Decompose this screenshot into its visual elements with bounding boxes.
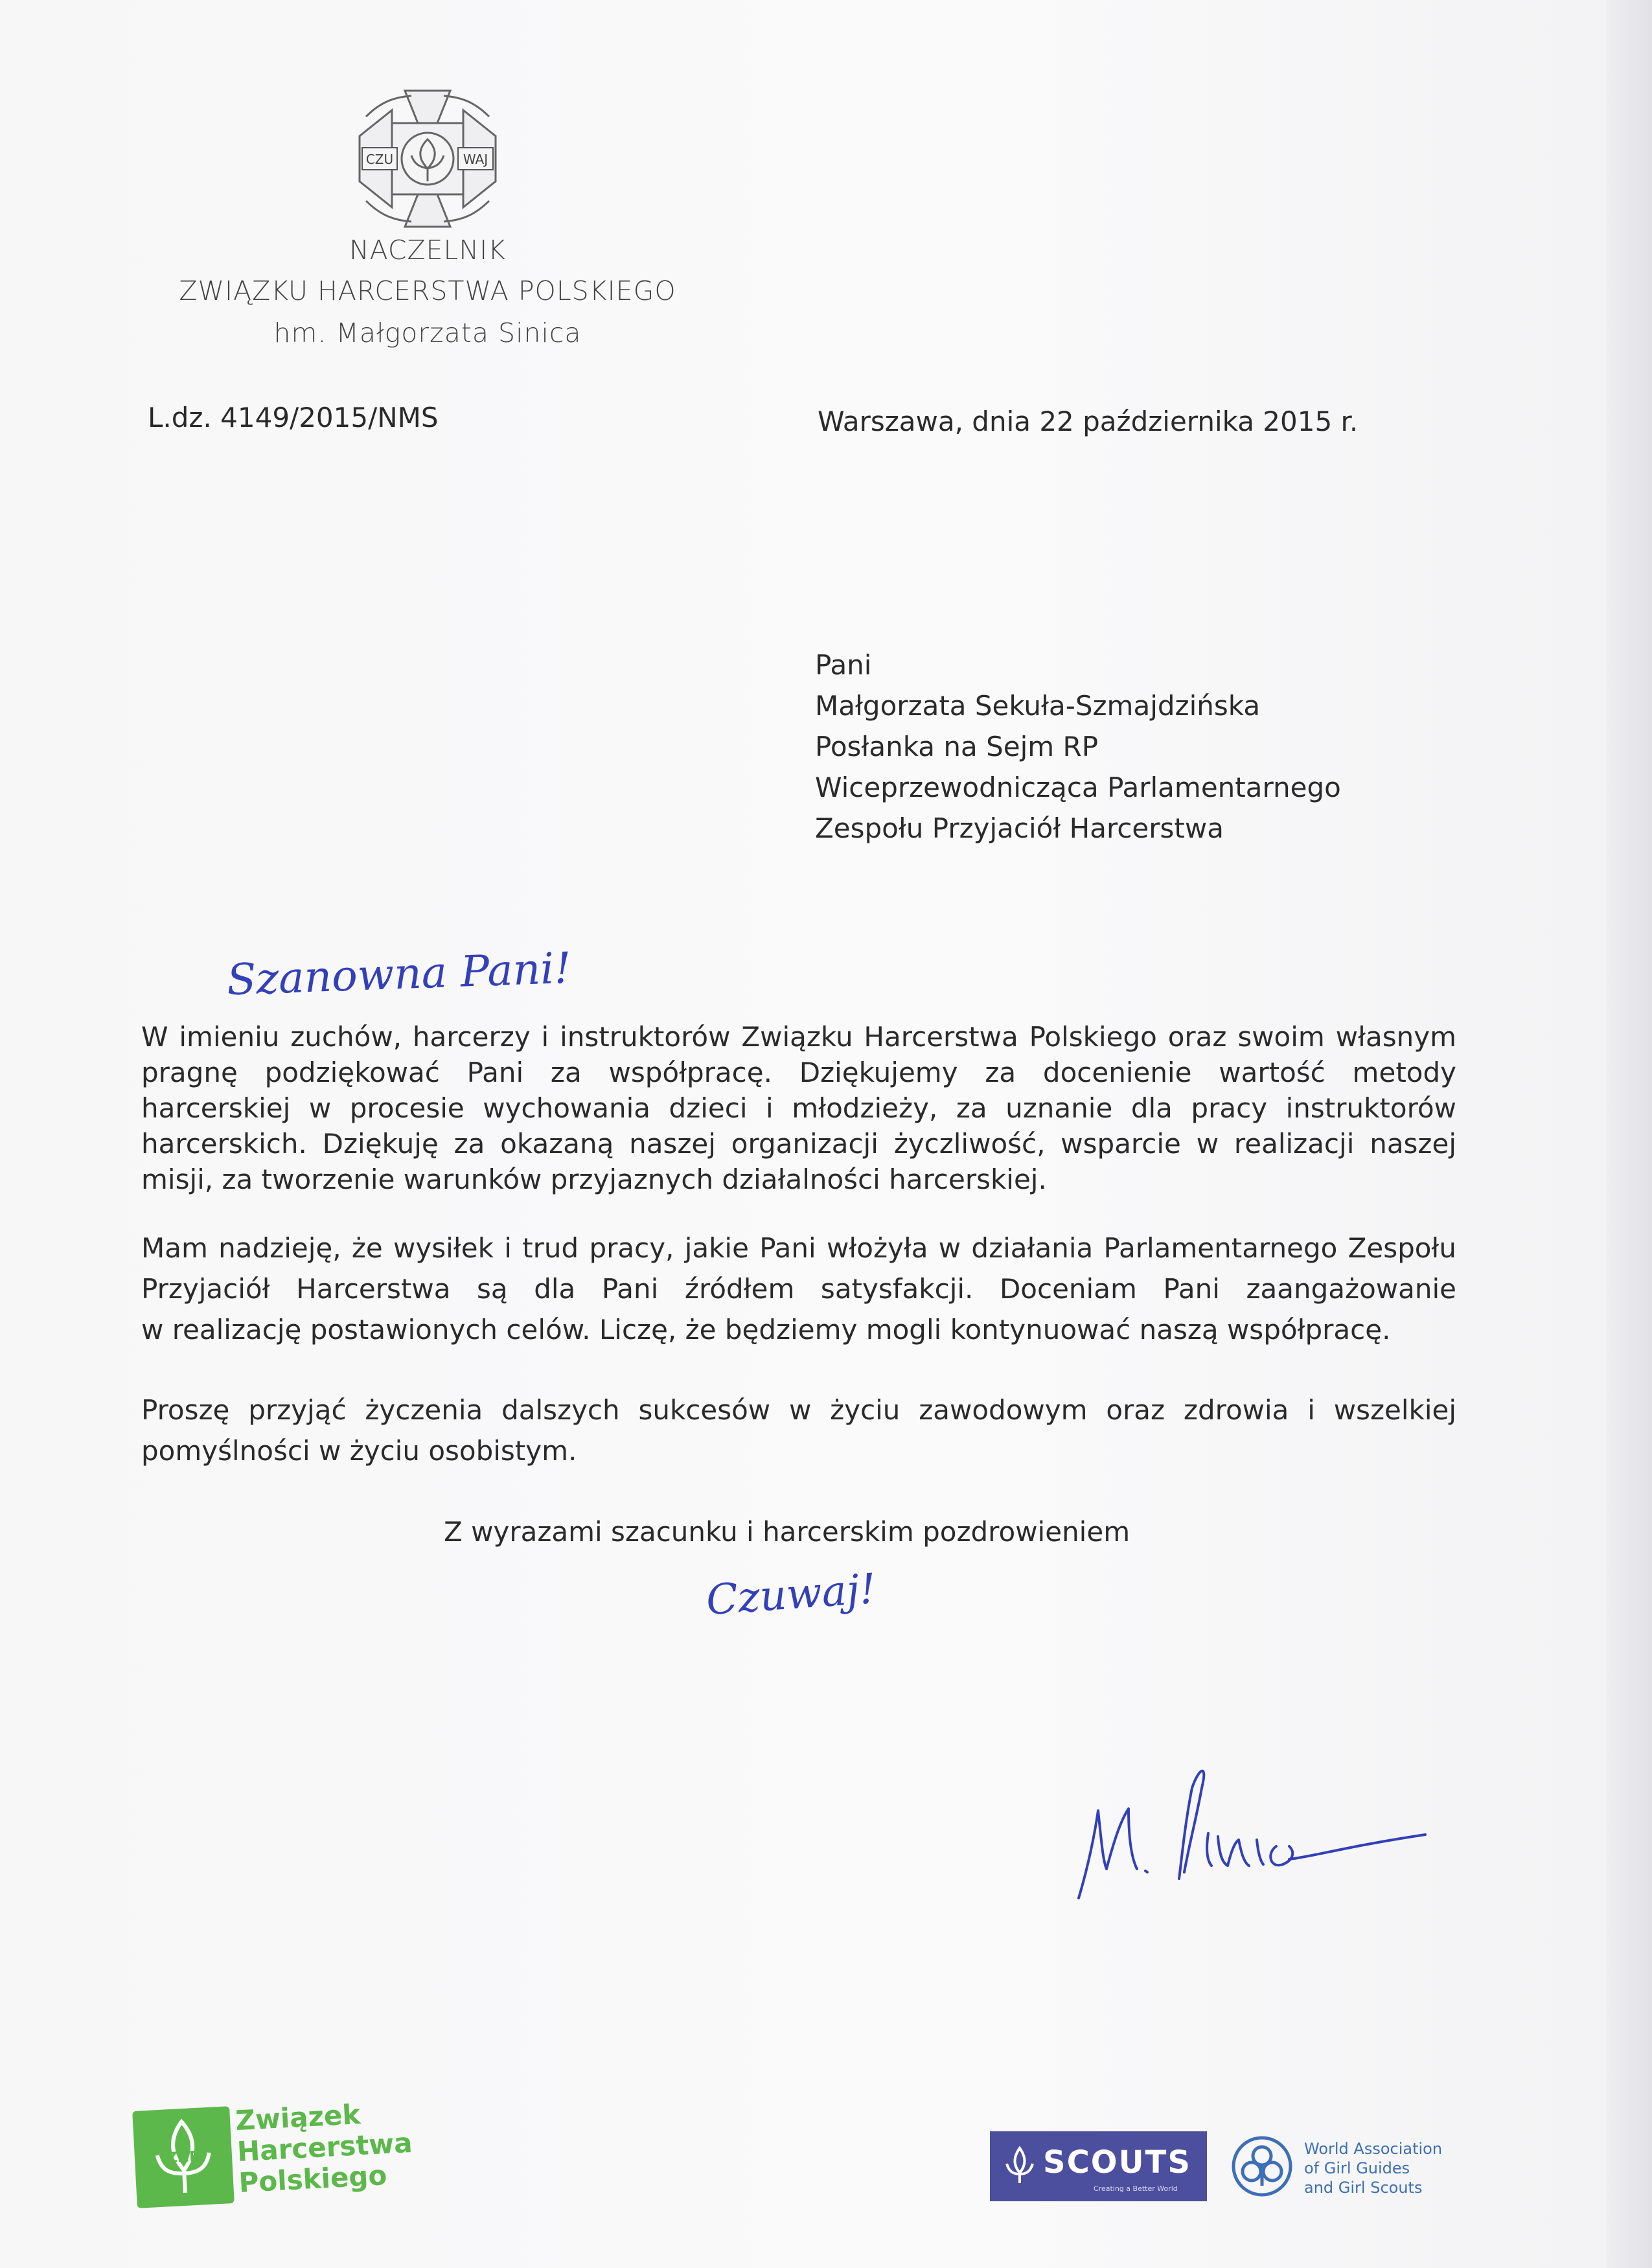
paragraph-line: w realizację postawionych celów. Liczę, że będziemy mogli kontynuować naszą współpracę.: [141, 1314, 1391, 1346]
recipient-line: Zespołu Przyjaciół Harcerstwa: [815, 812, 1224, 844]
emblem-right-text: WAJ: [463, 152, 488, 167]
header-name: hm. Małgorzata Sinica: [273, 317, 582, 349]
scouts-badge: [990, 2131, 1207, 2201]
paragraph-line: W imieniu zuchów, harcerzy i instruktorów Związku Harcerstwa Polskiego oraz swoim własnym: [141, 1021, 1456, 1053]
zhp-logo-text: [235, 2096, 415, 2199]
zhp-logo-line: Związek: [235, 2098, 361, 2137]
zhp-logo-line: Polskiego: [238, 2159, 388, 2199]
fleur-de-lis-icon: [1004, 2146, 1035, 2184]
header-title: NACZELNIK: [349, 235, 507, 266]
signature: [1069, 1749, 1432, 1918]
wagggs-line: of Girl Guides: [1304, 2159, 1410, 2177]
scouts-tagline: Creating a Better World: [1094, 2184, 1178, 2193]
body-paragraph-3: [141, 1390, 1456, 1471]
wagggs-line: World Association: [1304, 2140, 1443, 2158]
wagggs-line: and Girl Scouts: [1304, 2179, 1423, 2197]
paragraph-line: pragnę podziękować Pani za współpracę. Dziękujemy za docenienie wartość metody: [141, 1057, 1456, 1088]
zhp-lily-icon: [132, 2106, 235, 2208]
zhp-logo-line: Harcerstwa: [236, 2126, 413, 2168]
paragraph-line: Proszę przyjąć życzenia dalszych sukcesów w życiu zawodowym oraz zdrowia i wszelkiej: [141, 1394, 1456, 1426]
paragraph-line: misji, za tworzenie warunków przyjaznych działalności harcerskiej.: [141, 1163, 1047, 1195]
paragraph-line: pomyślności w życiu osobistym.: [141, 1435, 577, 1467]
recipient-line: Małgorzata Sekuła-Szmajdzińska: [815, 690, 1261, 722]
emblem-left-text: CZU: [365, 152, 394, 167]
paragraph-line: Mam nadzieję, że wysiłek i trud pracy, jakie Pani włożyła w działania Parlamentarnego Zespołu: [141, 1232, 1456, 1264]
paragraph-line: harcerskich. Dziękuję za okazaną naszej organizacji życzliwość, wsparcie w realizacji naszej: [141, 1128, 1456, 1160]
reference-number: L.dz. 4149/2015/NMS: [148, 402, 439, 433]
body-paragraph-1: [141, 1019, 1456, 1197]
paragraph-line: harcerskiej w procesie wychowania dzieci i młodzieży, za uznanie dla pracy instruktorów: [141, 1092, 1456, 1124]
header-organization: ZWIĄZKU HARCERSTWA POLSKIEGO: [179, 275, 676, 306]
scouts-label: SCOUTS: [1043, 2144, 1191, 2181]
recipient-block: [815, 645, 1341, 849]
recipient-line: Posłanka na Sejm RP: [815, 731, 1099, 762]
closing-line: Z wyrazami szacunku i harcerskim pozdrowieniem: [444, 1516, 1130, 1548]
handwritten-czuwaj: Czuwaj!: [704, 1564, 878, 1625]
paragraph-line: Przyjaciół Harcerstwa są dla Pani źródłem satysfakcji. Doceniam Pani zaangażowanie: [141, 1273, 1456, 1305]
zhp-logo: [135, 2098, 439, 2206]
wagggs-text: [1304, 2139, 1442, 2197]
wagggs-logo: [1230, 2131, 1463, 2203]
trefoil-icon: [1230, 2134, 1294, 2199]
letter-date: Warszawa, dnia 22 października 2015 r.: [818, 406, 1359, 437]
handwritten-salutation: Szanowna Pani!: [225, 943, 573, 1005]
recipient-line: Pani: [815, 649, 872, 681]
harcerski-cross-emblem: [353, 84, 502, 233]
body-paragraph-2: [141, 1228, 1456, 1350]
zhp-mark-text: ZHP: [166, 2148, 200, 2167]
recipient-line: Wiceprzewodnicząca Parlamentarnego: [815, 772, 1341, 803]
scan-edge: [1607, 0, 1652, 2268]
